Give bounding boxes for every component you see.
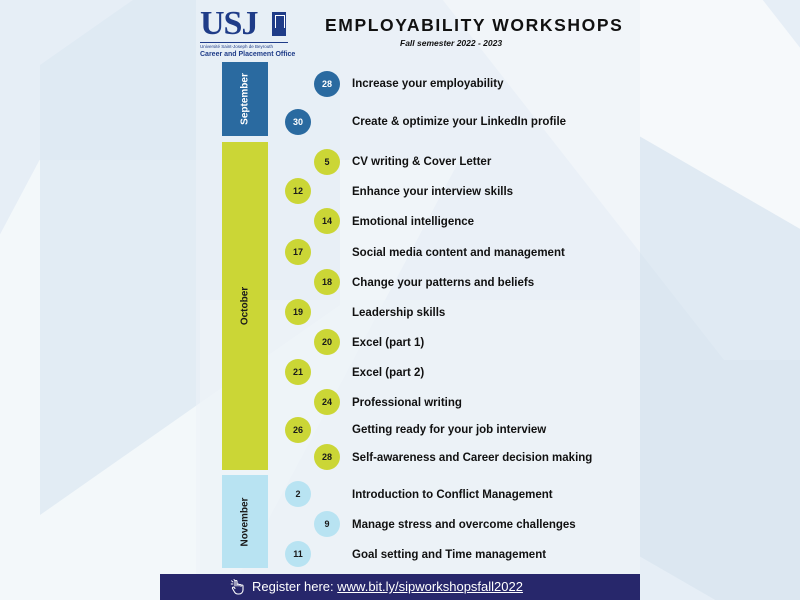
event-title: Introduction to Conflict Management — [352, 489, 553, 501]
month-bar-september — [222, 62, 268, 136]
event-date-badge: 24 — [314, 389, 340, 415]
page-subtitle: Fall semester 2022 - 2023 — [400, 38, 503, 48]
event-title: Emotional intelligence — [352, 216, 475, 228]
event-date-badge: 20 — [314, 329, 340, 355]
event-title: Excel (part 1) — [352, 337, 425, 349]
event-date-badge: 5 — [314, 149, 340, 175]
event-date-badge: 30 — [285, 109, 311, 135]
event-title: Manage stress and overcome challenges — [352, 519, 576, 531]
register-banner — [160, 574, 640, 600]
event-title: Increase your employability — [352, 78, 504, 90]
event-date-badge: 17 — [285, 239, 311, 265]
event-title: Goal setting and Time management — [352, 549, 547, 561]
event-title: Professional writing — [352, 397, 462, 409]
usj-logo — [200, 5, 296, 58]
logo-office: Career and Placement Office — [200, 51, 296, 58]
event-date-badge: 2 — [285, 481, 311, 507]
register-prefix: Register here: — [252, 579, 338, 594]
event-date-badge: 14 — [314, 208, 340, 234]
event-title: Leadership skills — [352, 307, 446, 319]
month-label-october: October — [239, 286, 251, 326]
logo-mark-icon — [272, 12, 286, 36]
page-title: EMPLOYABILITY WORKSHOPS — [325, 15, 624, 35]
event-date-badge: 11 — [285, 541, 311, 567]
event-title: Change your patterns and beliefs — [352, 277, 535, 289]
pointing-hand-icon — [230, 579, 246, 595]
event-title: Enhance your interview skills — [352, 186, 514, 198]
event-date-badge: 19 — [285, 299, 311, 325]
event-date-badge: 9 — [314, 511, 340, 537]
event-date-badge: 28 — [314, 444, 340, 470]
event-title: Create & optimize your LinkedIn profile — [352, 116, 567, 128]
month-label-september: September — [239, 73, 251, 125]
logo-rule — [200, 42, 288, 43]
event-title: Social media content and management — [352, 247, 565, 259]
event-title: Excel (part 2) — [352, 367, 425, 379]
event-date-badge: 26 — [285, 417, 311, 443]
event-title: CV writing & Cover Letter — [352, 156, 492, 168]
event-title: Self-awareness and Career decision making — [352, 452, 593, 464]
month-bar-november — [222, 475, 268, 568]
event-date-badge: 28 — [314, 71, 340, 97]
event-title: Getting ready for your job interview — [352, 424, 547, 436]
logo-text: USJ — [200, 5, 258, 42]
logo-subtext: Université Saint-Joseph de Beyrouth — [200, 44, 274, 49]
event-date-badge: 12 — [285, 178, 311, 204]
event-date-badge: 18 — [314, 269, 340, 295]
month-label-november: November — [239, 497, 251, 546]
event-date-badge: 21 — [285, 359, 311, 385]
register-link[interactable]: www.bit.ly/sipworkshopsfall2022 — [337, 579, 523, 594]
month-bar-october — [222, 142, 268, 470]
